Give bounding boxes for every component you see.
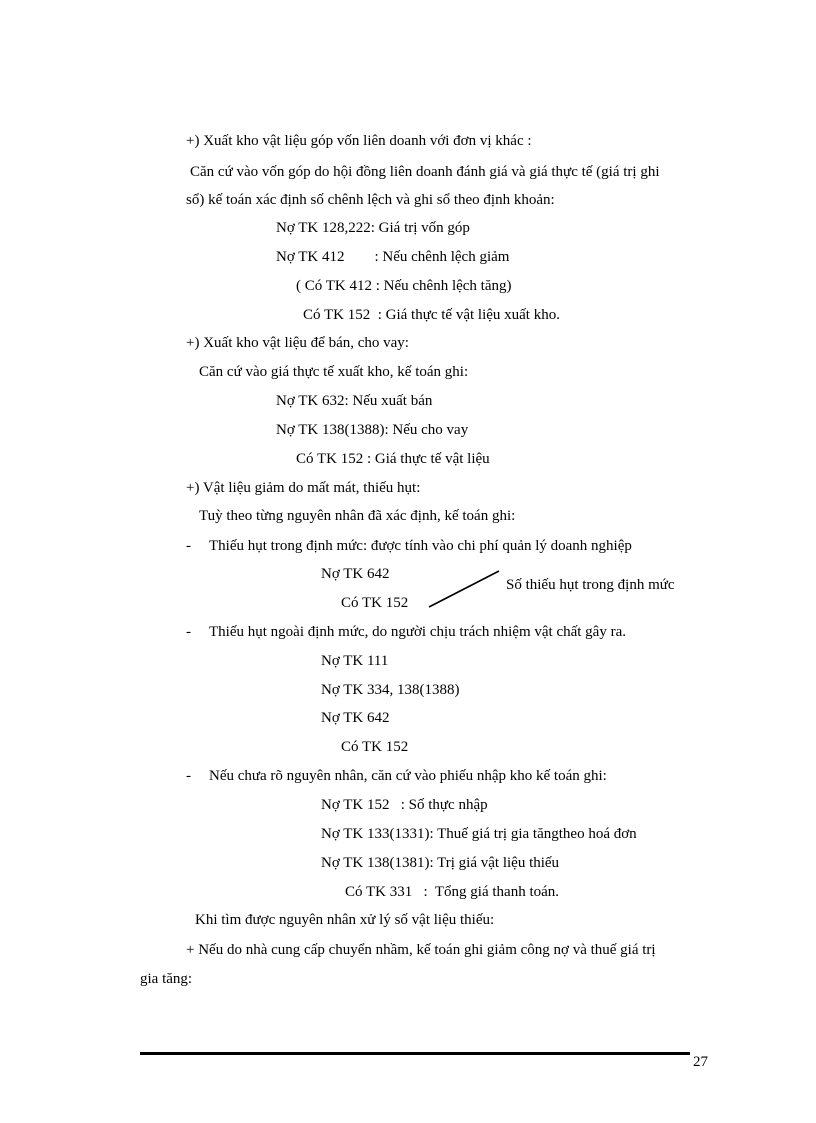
bullet-text: Thiếu hụt trong định mức: được tính vào chi phí quản lý doanh nghiệp — [209, 538, 632, 554]
footer-rule — [140, 1052, 690, 1055]
entry-line: Nợ TK 642 — [321, 566, 390, 582]
entry-line: ( Có TK 412 : Nếu chênh lệch tăng) — [296, 278, 512, 294]
paragraph-line: Căn cứ vào vốn góp do hội đồng liên doanh đánh giá và giá thực tế (giá trị ghi — [190, 164, 660, 180]
entry-line: Nợ TK 632: Nếu xuất bán — [276, 393, 433, 409]
entry-line: Có TK 152 : Giá thực tế vật liệu xuất kho. — [303, 307, 560, 323]
entry-line: Có TK 331 : Tổng giá thanh toán. — [345, 884, 560, 900]
entry-line: Nợ TK 128,222: Giá trị vốn góp — [276, 220, 470, 236]
entry-line: Nợ TK 138(1381): Trị giá vật liệu thiếu — [321, 855, 560, 871]
entry-line: Nợ TK 138(1388): Nếu cho vay — [276, 422, 469, 438]
entry-line: Có TK 152 — [341, 595, 409, 611]
annotation-slash-line — [428, 570, 500, 608]
entry-line: Nợ TK 642 — [321, 710, 390, 726]
bullet-dash: - — [186, 624, 191, 640]
bullet-dash: - — [186, 768, 191, 784]
heading-loss-shortage: +) Vật liệu giảm do mất mát, thiếu hụt: — [186, 480, 421, 496]
entry-line: Nợ TK 152 : Số thực nhập — [321, 797, 488, 813]
paragraph-line: gia tăng: — [140, 971, 193, 987]
paragraph-line: Khi tìm được nguyên nhân xử lý số vật liệu thiếu: — [195, 912, 495, 928]
bullet-dash: - — [186, 538, 191, 554]
entry-line: Nợ TK 334, 138(1388) — [321, 682, 460, 698]
paragraph-line: Tuỳ theo từng nguyên nhân đã xác định, kế toán ghi: — [199, 508, 516, 524]
page-number: 27 — [693, 1054, 708, 1070]
heading-contribution: +) Xuất kho vật liệu góp vốn liên doanh với đơn vị khác : — [186, 133, 532, 149]
heading-sale-loan: +) Xuất kho vật liệu để bán, cho vay: — [186, 335, 409, 351]
bullet-text: Thiếu hụt ngoài định mức, do người chịu trách nhiệm vật chất gây ra. — [209, 624, 626, 640]
bullet-text: Nếu chưa rõ nguyên nhân, căn cứ vào phiếu nhập kho kế toán ghi: — [209, 768, 607, 784]
entry-line: Có TK 152 : Giá thực tế vật liệu — [296, 451, 490, 467]
entry-line: Nợ TK 133(1331): Thuế giá trị gia tăngtheo hoá đơn — [321, 826, 637, 842]
entry-line: Nợ TK 412 : Nếu chênh lệch giảm — [276, 249, 510, 265]
entry-line: Có TK 152 — [341, 739, 409, 755]
paragraph-line: Căn cứ vào giá thực tế xuất kho, kế toán ghi: — [199, 364, 469, 380]
entry-line: Nợ TK 111 — [321, 653, 389, 669]
paragraph-line: sổ) kế toán xác định số chênh lệch và ghi sổ theo định khoản: — [186, 192, 555, 208]
annotation-note: Số thiếu hụt trong định mức — [506, 577, 675, 593]
paragraph-line: + Nếu do nhà cung cấp chuyển nhầm, kế toán ghi giảm công nợ và thuế giá trị — [186, 942, 656, 958]
